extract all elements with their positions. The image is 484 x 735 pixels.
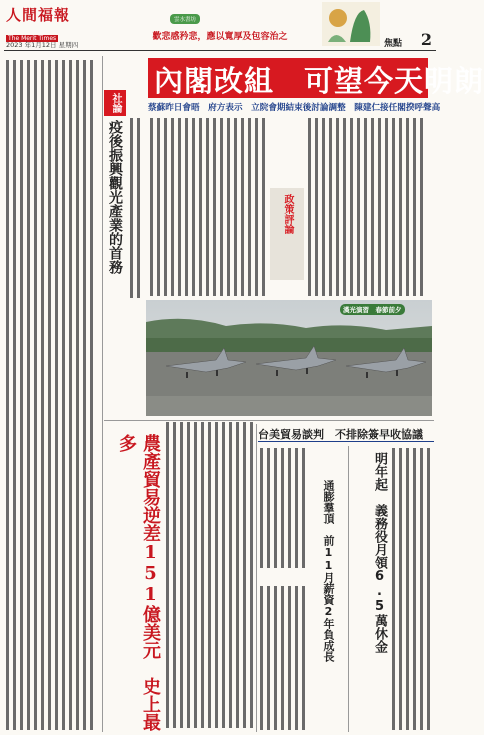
page-number: 2 <box>420 30 432 49</box>
lead-headline-box <box>148 58 484 98</box>
lead-headline: 內閣改組 可望今天明朗 <box>154 64 484 98</box>
header-divider <box>4 50 436 51</box>
column-rule <box>348 446 349 732</box>
photo-caption: 漢光演習 春節前夕 <box>340 304 405 315</box>
section-name: 焦點 <box>383 39 402 49</box>
story-divider <box>258 441 434 442</box>
trade-body-text <box>164 420 256 732</box>
policy-box-text: 政策評論 <box>282 194 293 234</box>
editorial-body-text-2 <box>128 118 146 298</box>
column-rule <box>102 56 103 732</box>
conscription-pay-headline: 明年起 義務役月領6.5萬休金 <box>372 452 387 653</box>
newspaper-logo: 人間福報 <box>6 6 71 24</box>
lead-subhead: 蔡蘇昨日會晤 府方表示 立院會期結束後討論調整 陳建仁接任閣揆呼聲高 <box>148 103 441 113</box>
editorial-body-text <box>4 58 100 734</box>
policy-box <box>270 188 304 280</box>
us-taiwan-body-text <box>258 446 314 732</box>
issue-date: 2023 年1月12日 星期四 <box>6 41 79 49</box>
us-taiwan-headline: 台美貿易談判 不排除簽早收協議 <box>258 428 423 441</box>
section-rule <box>104 420 434 421</box>
decor-illustration <box>322 2 380 46</box>
masthead <box>6 4 78 42</box>
editorial-tag: 社論 <box>104 90 126 116</box>
newspaper-logo-en: The Merit Times <box>8 35 57 42</box>
column-rule <box>256 424 257 732</box>
wage-growth-headline: 通膨羣頂 前11月薪資2年負成長 <box>322 480 335 662</box>
jet-photo <box>146 300 432 416</box>
editorial-title: 疫後振興觀光產業的首務 <box>107 120 123 274</box>
banner-label: 雲水書坊 <box>170 14 200 24</box>
banner-text: 歡悲感矜悲，應以寬厚及包容治之 <box>152 32 288 42</box>
trade-deficit-headline: 農產貿易逆差151億美元 史上最多 <box>116 434 161 731</box>
conscription-body-text <box>390 446 434 732</box>
top-banner <box>100 6 340 44</box>
